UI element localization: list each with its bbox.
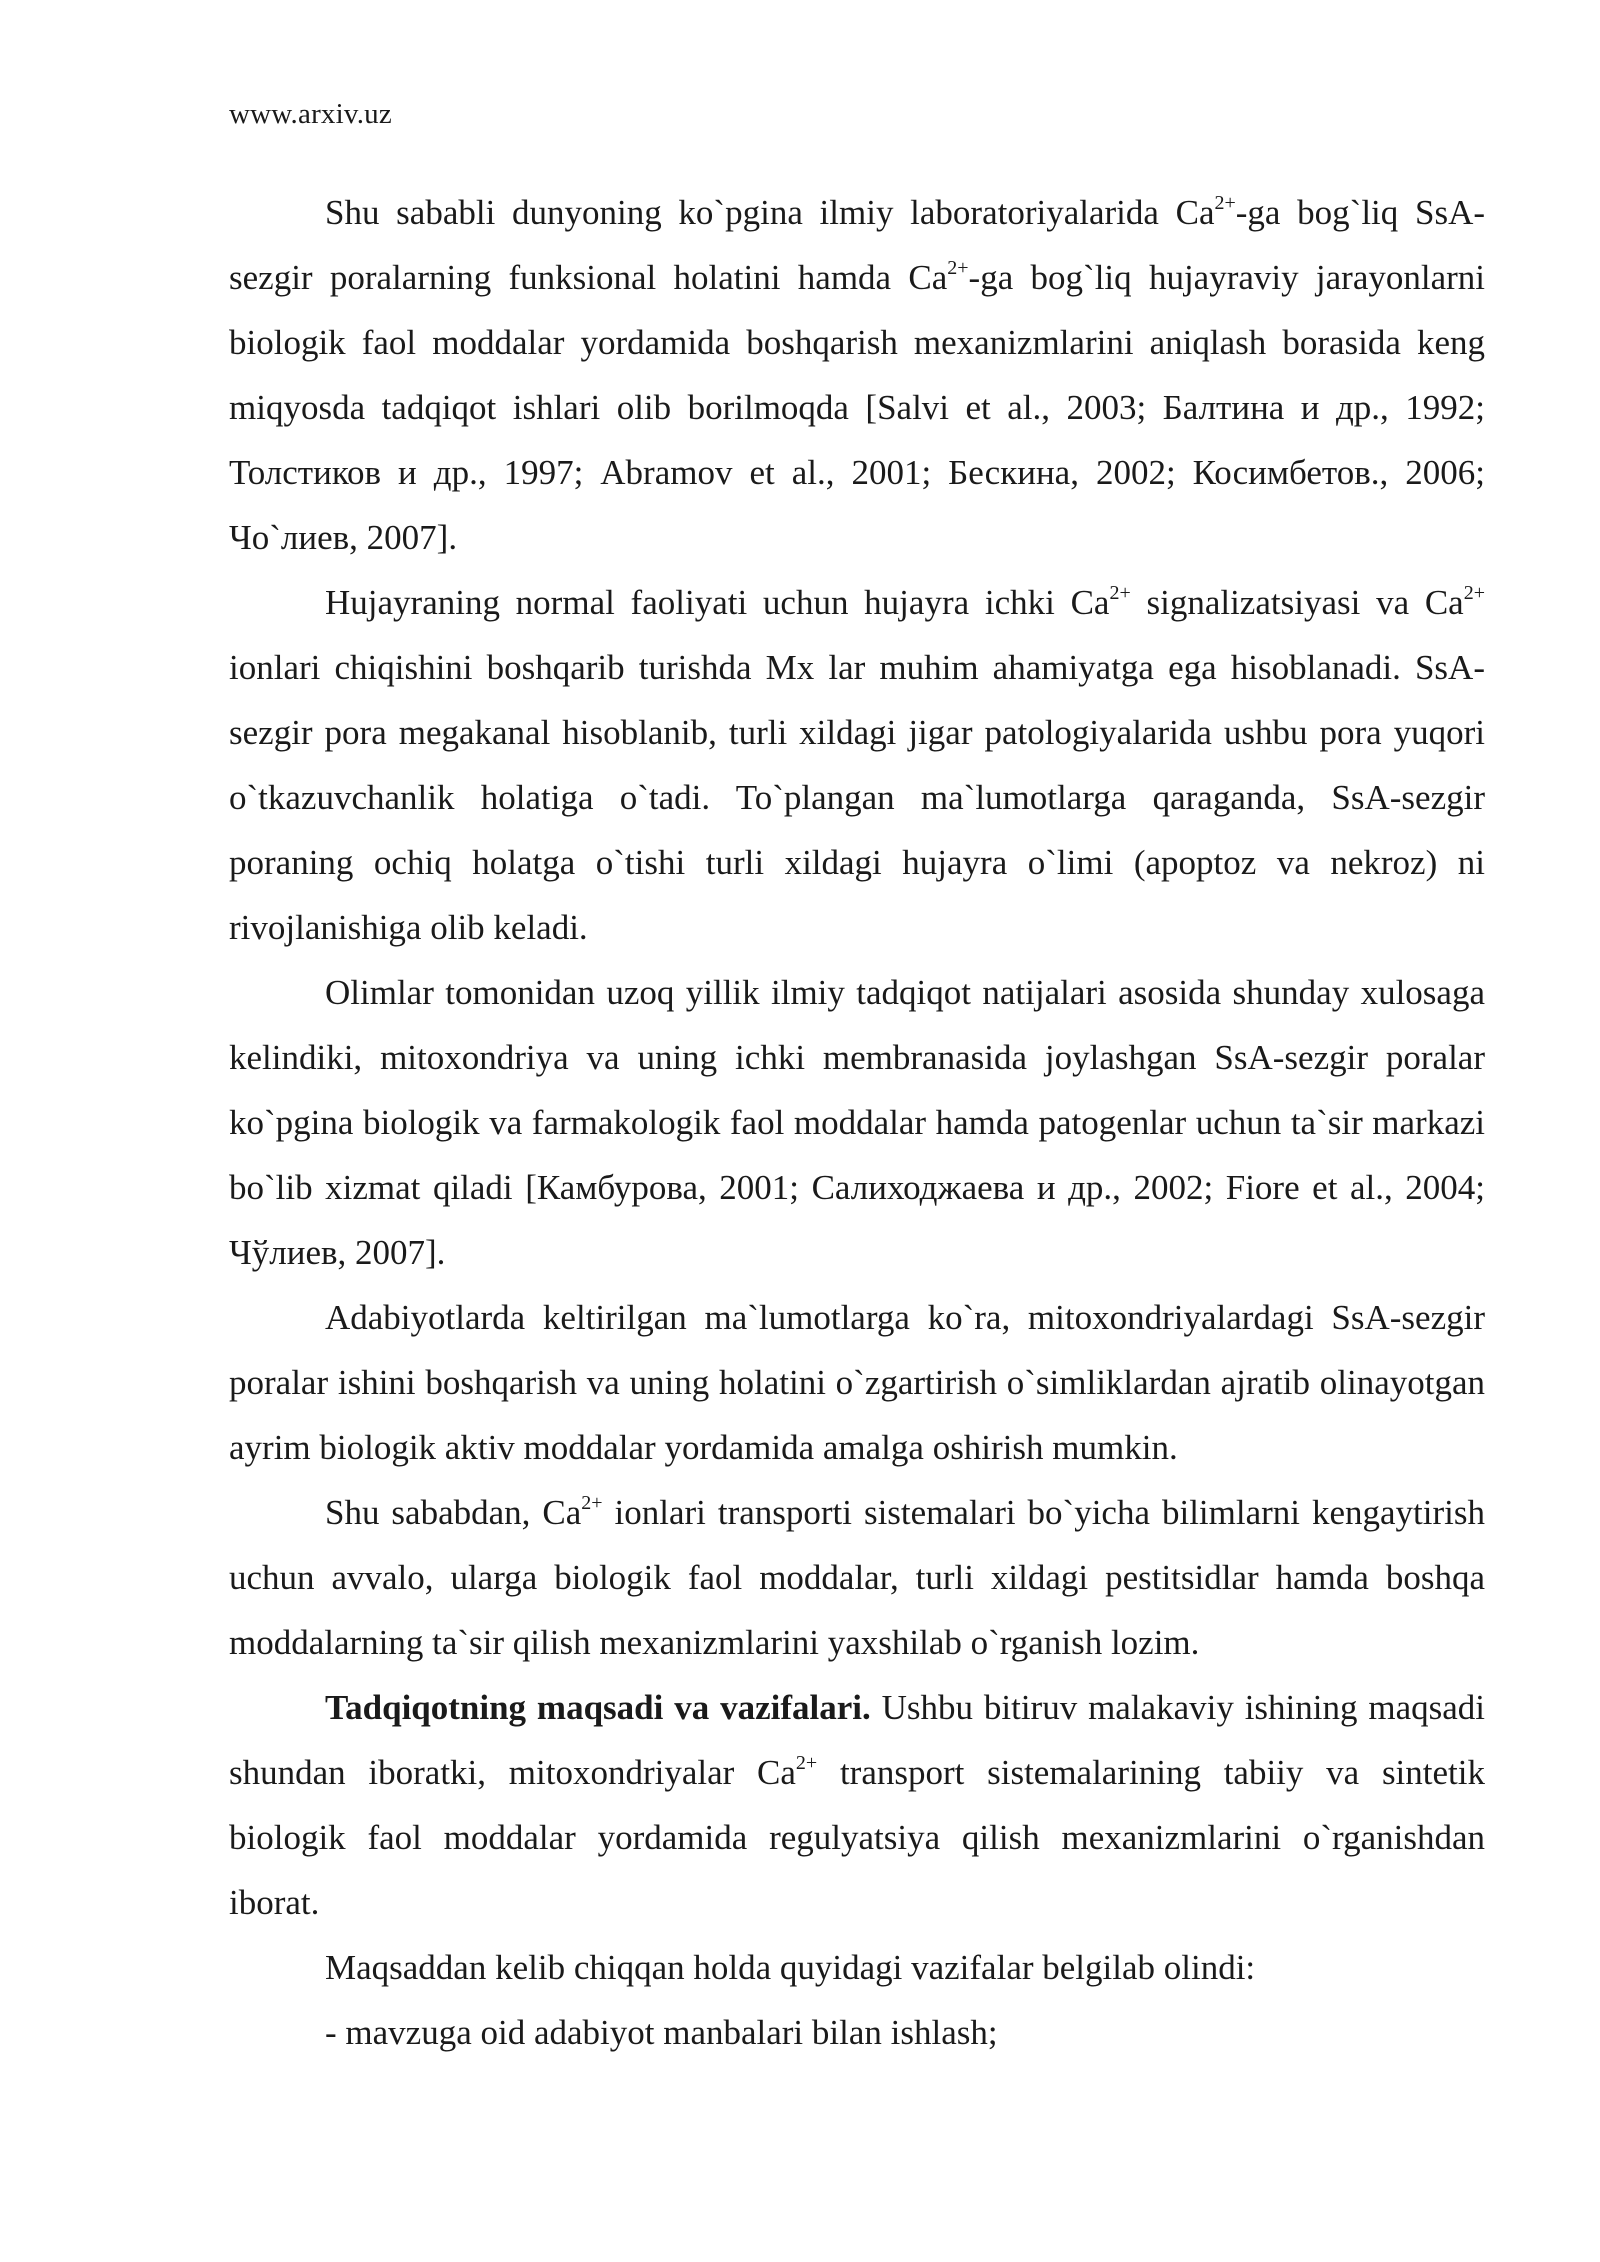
paragraph-4: Adabiyotlarda keltirilgan ma`lumotlarga ko`ra, mitoxondriyalardagi SsA-sezgir poralar ishini boshqarish va uning holatini o`zgartirish o`simliklardan ajratib olinayotgan ayrim biologik aktiv moddalar yordamida amalga oshirish mumkin.: [229, 1298, 1485, 1467]
paragraph-1: [229, 180, 1485, 570]
paragraph-5-text-b: ionlari transporti sistemalari bo`yicha bilimlarni kengaytirish uchun avvalo, ularga biologik faol moddalar, turli xildagi pestitsidlar hamda boshqa moddalarning ta`sir qilish mexanizmlarini yaxshilab o`rganish lozim.: [229, 1493, 1485, 1662]
superscript-charge: 2+: [947, 257, 969, 279]
document-body: [229, 180, 1485, 2065]
paragraph-5-text-a: Shu sababdan, Ca: [325, 1493, 582, 1532]
superscript-charge: 2+: [1214, 192, 1236, 214]
page-header-url: www.arxiv.uz: [229, 98, 392, 130]
paragraph-5: [229, 1480, 1485, 1675]
paragraph-2-text-c: ionlari chiqishini boshqarib turishda Mx lar muhim ahamiyatga ega hisoblanadi. SsA-sezgir pora megakanal hisoblanib, turli xildagi jigar patologiyalarida ushbu pora yuqori o`tkazuvchanlik holatiga o`tadi. To`plangan ma`lumotlarga qaraganda, SsA-sezgir poraning ochiq holatga o`tishi turli xildagi hujayra o`limi (apoptoz va nekroz) ni rivojlanishiga olib keladi.: [229, 648, 1485, 947]
paragraph-2-text-b: signalizatsiyasi va Ca: [1130, 583, 1464, 622]
paragraph-2-text-a: Hujayraning normal faoliyati uchun hujayra ichki Ca: [325, 583, 1110, 622]
task-list-item: - mavzuga oid adabiyot manbalari bilan ishlash;: [325, 2013, 998, 2052]
superscript-charge: 2+: [795, 1752, 818, 1774]
paragraph-1-text-c: -ga bog`liq hujayraviy jarayonlarni biologik faol moddalar yordamida boshqarish mexanizmlarini aniqlash borasida keng miqyosda tadqiqot ishlari olib borilmoqda [Salvi et al., 2003; Балтина и др., 1992; Толстиков и др., 1997; Abramov et al., 2001; Бескина, 2002; Косимбетов., 2006; Чо`лиев, 2007].: [229, 258, 1485, 557]
superscript-charge: 2+: [1109, 582, 1131, 604]
section-heading-inline: Tadqiqotning maqsadi va vazifalari.: [325, 1688, 871, 1727]
superscript-charge: 2+: [1463, 582, 1485, 604]
paragraph-2: [229, 570, 1485, 960]
paragraph-6-text-b: transport sistemalarining tabiiy va sintetik biologik faol moddalar yordamida regulyatsiya qilish mexanizmlarini o`rganishdan iborat.: [229, 1753, 1485, 1922]
paragraph-6-text-a: Ushbu bitiruv malakaviy ishining maqsadi shundan iboratki, mitoxondriyalar Ca: [229, 1688, 1486, 1792]
paragraph-3: Olimlar tomonidan uzoq yillik ilmiy tadqiqot natijalari asosida shunday xulosaga kelindiki, mitoxondriya va uning ichki membranasida joylashgan SsA-sezgir poralar ko`pgina biologik va farmakologik faol moddalar hamda patogenlar uchun ta`sir markazi bo`lib xizmat qiladi [Камбурова, 2001; Салиходжаева и др., 2002; Fiore et al., 2004; Чўлиев, 2007].: [229, 973, 1485, 1272]
paragraph-1-text-a: Shu sababli dunyoning ko`pgina ilmiy laboratoriyalarida Ca: [325, 193, 1215, 232]
superscript-charge: 2+: [581, 1492, 603, 1514]
paragraph-6: [229, 1675, 1485, 1935]
paragraph-1-text-b: -ga bog`liq SsA-sezgir poralarning funksional holatini hamda Ca: [229, 193, 1485, 297]
paragraph-7: Maqsaddan kelib chiqqan holda quyidagi vazifalar belgilab olindi:: [325, 1948, 1256, 1987]
